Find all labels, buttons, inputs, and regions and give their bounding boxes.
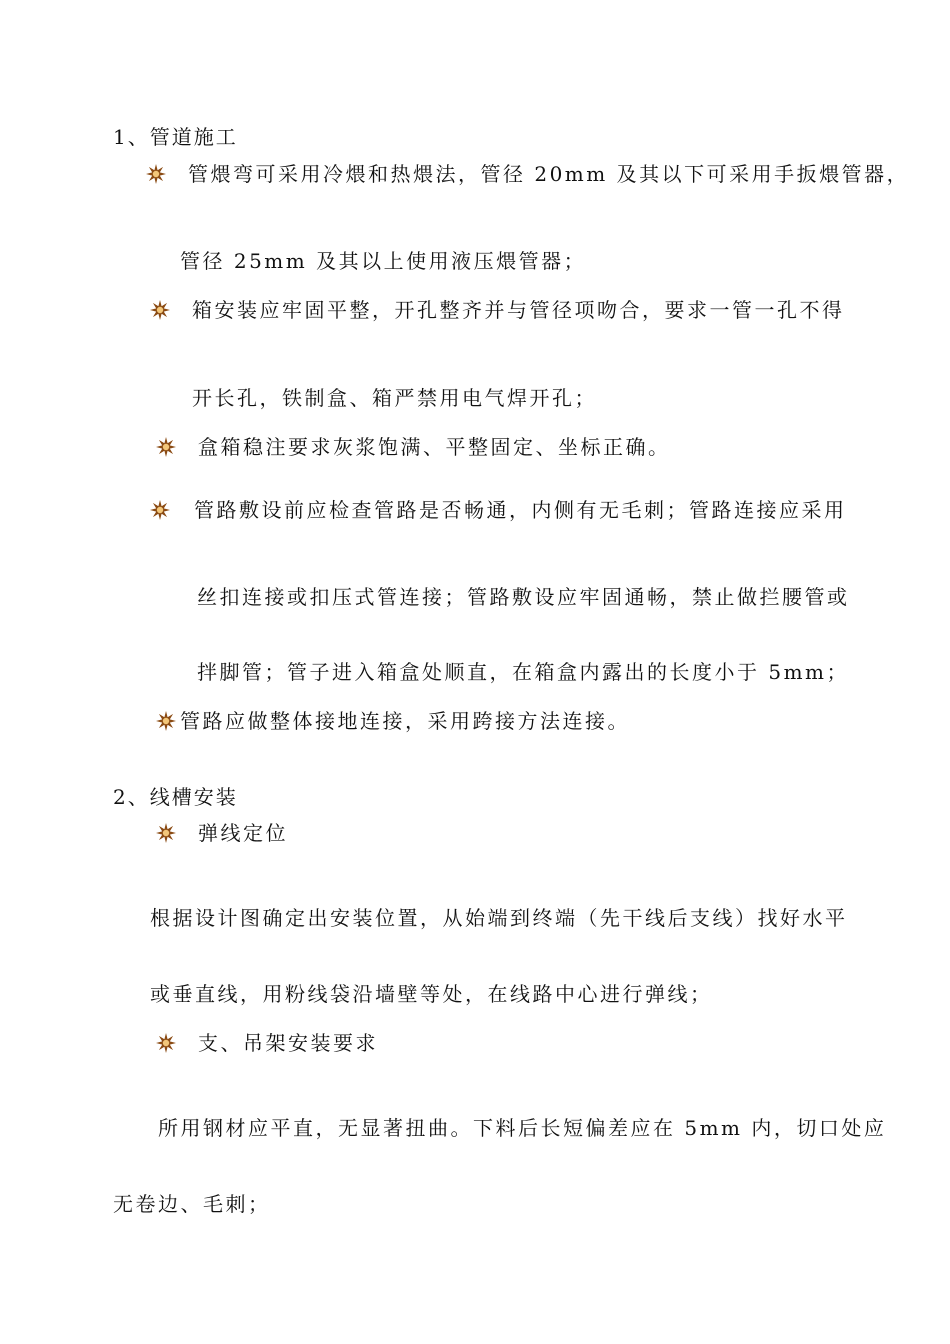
item-3-line-1: 盒箱稳注要求灰浆饱满、平整固定、坐标正确。	[198, 435, 671, 459]
star-burst-icon	[146, 164, 166, 184]
subitem-2-body-1: 所用钢材应平直，无显著扭曲。下料后长短偏差应在 5mm 内，切口处应	[158, 1116, 887, 1140]
item-4-line-3: 拌脚管；管子进入箱盒处顺直，在箱盒内露出的长度小于 5mm；	[197, 660, 850, 684]
item-1-line-2: 管径 25mm 及其以上使用液压煨管器；	[180, 249, 587, 273]
star-burst-icon	[156, 1033, 176, 1053]
item-2-line-2: 开长孔，铁制盒、箱严禁用电气焊开孔；	[192, 386, 597, 410]
subitem-title-2: 支、吊架安装要求	[198, 1031, 378, 1055]
star-burst-icon	[150, 300, 170, 320]
star-burst-icon	[156, 437, 176, 457]
subitem-1-body-2: 或垂直线，用粉线袋沿墙壁等处，在线路中心进行弹线；	[150, 982, 713, 1006]
star-burst-icon	[156, 823, 176, 843]
item-4-line-1: 管路敷设前应检查管路是否畅通，内侧有无毛刺；管路连接应采用	[194, 498, 847, 522]
section-heading-2: 2、线槽安装	[113, 785, 238, 809]
section-heading-1: 1、管道施工	[113, 125, 238, 149]
subitem-2-body-2: 无卷边、毛刺；	[113, 1192, 271, 1216]
subitem-title-1: 弹线定位	[198, 821, 288, 845]
item-1-line-1: 管煨弯可采用冷煨和热煨法，管径 20mm 及其以下可采用手扳煨管器，	[188, 162, 910, 186]
item-4-line-2: 丝扣连接或扣压式管连接；管路敷设应牢固通畅，禁止做拦腰管或	[197, 585, 850, 609]
subitem-1-body-1: 根据设计图确定出安装位置，从始端到终端（先干线后支线）找好水平	[150, 906, 848, 930]
star-burst-icon	[150, 500, 170, 520]
item-5-line-1: 管路应做整体接地连接，采用跨接方法连接。	[180, 709, 630, 733]
item-2-line-1: 箱安装应牢固平整，开孔整齐并与管径项吻合，要求一管一孔不得	[192, 298, 845, 322]
star-burst-icon	[156, 711, 176, 731]
